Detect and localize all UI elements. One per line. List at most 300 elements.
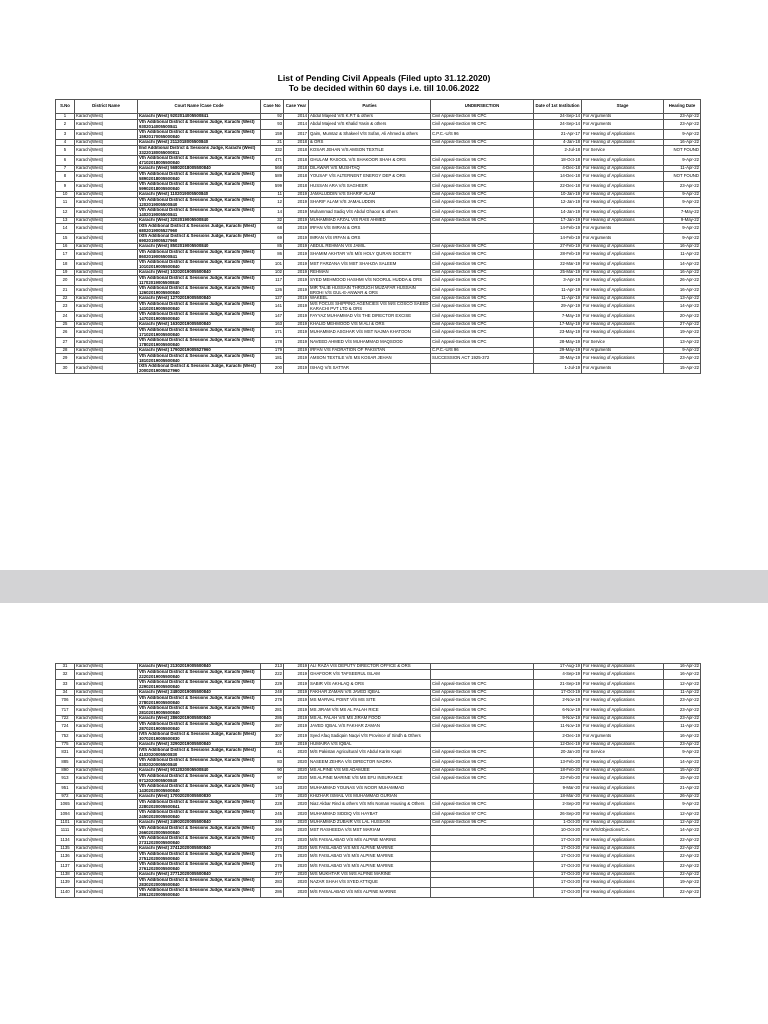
cell-court: Vth Additional District & Sessions Judge, Karachi (West) 11702019005500840 bbox=[138, 276, 261, 286]
cell-district: Karachi(West) bbox=[75, 784, 138, 794]
cell-district: Karachi(West) bbox=[75, 322, 138, 328]
cell-case-year: 2020 bbox=[284, 878, 309, 888]
cell-sno: 20 bbox=[56, 276, 75, 286]
cell-institution-date: 9-Mar-20 bbox=[534, 784, 582, 794]
cell-sno: 1139 bbox=[56, 878, 75, 888]
cell-case-no: 117 bbox=[261, 276, 284, 286]
cell-stage: For Hearing of Applications bbox=[582, 696, 664, 706]
cell-stage: For Hearing of Applications bbox=[582, 768, 664, 774]
cell-undersection: Civil Appeal-Section 96 CPC bbox=[431, 140, 534, 146]
cell-district: Karachi(West) bbox=[75, 732, 138, 742]
cell-sno: 16 bbox=[56, 244, 75, 250]
cell-sno: 5 bbox=[56, 146, 75, 156]
cell-hearing-date: 15-Apr-22 bbox=[664, 774, 701, 784]
table-row bbox=[56, 182, 701, 192]
table-row bbox=[56, 794, 701, 800]
cell-case-year: 2019 bbox=[284, 296, 309, 302]
cell-case-year: 2014 bbox=[284, 114, 309, 120]
cell-stage: For Service bbox=[582, 338, 664, 348]
cell-case-year: 2019 bbox=[284, 354, 309, 364]
cell-sno: 23 bbox=[56, 302, 75, 312]
cell-court: Vth Additional District & Sessions Judge, Karachi (West) 27612020005500840 bbox=[138, 862, 261, 872]
cell-district: Karachi(West) bbox=[75, 852, 138, 862]
cell-sno: 1 bbox=[56, 114, 75, 120]
cell-court: Vth Additional District & Sessions Judge, Karachi (West) 1402019005500841 bbox=[138, 208, 261, 218]
cell-sno: 890 bbox=[56, 768, 75, 774]
cell-institution-date: 13-Feb-20 bbox=[534, 758, 582, 768]
cell-court: Vth Additional District & Sessions Judge, Karachi (West) 8602019005500841 bbox=[138, 250, 261, 260]
cell-parties: KHALID MEHMOOD V/S M ALI & ORS bbox=[309, 322, 431, 328]
cell-undersection: Civil Appeal-Section 96 CPC bbox=[431, 706, 534, 716]
cell-stage: For Hearing of Applications bbox=[582, 286, 664, 296]
cell-case-year: 2019 bbox=[284, 234, 309, 244]
cell-case-no: 11 bbox=[261, 192, 284, 198]
cell-parties: HUMAIRA V/S IQBAL bbox=[309, 742, 431, 748]
cell-hearing-date: 16-Apr-22 bbox=[664, 732, 701, 742]
cell-undersection: Civil Appeal-Section 96 CPC bbox=[431, 768, 534, 774]
cell-district: Karachi(West) bbox=[75, 260, 138, 270]
cell-stage: For Hearing of Applications bbox=[582, 722, 664, 732]
cell-sno: 752 bbox=[56, 732, 75, 742]
cell-district: Karachi(West) bbox=[75, 680, 138, 690]
cell-case-no: 12 bbox=[261, 198, 284, 208]
cell-undersection: Civil Appeal-Section 96 CPC bbox=[431, 800, 534, 810]
cell-case-no: 83 bbox=[261, 758, 284, 768]
cell-hearing-date: 14-Apr-22 bbox=[664, 302, 701, 312]
cell-court: Vth Additional District & Sessions Judge, Karachi (West) 14702019005500840 bbox=[138, 312, 261, 322]
cell-hearing-date: 9-Apr-22 bbox=[664, 348, 701, 354]
cell-case-year: 2019 bbox=[284, 260, 309, 270]
table-row bbox=[56, 670, 701, 680]
cell-hearing-date: 11-Apr-22 bbox=[664, 250, 701, 260]
cell-hearing-date: 9-Apr-22 bbox=[664, 234, 701, 244]
cell-hearing-date: 16-Apr-22 bbox=[664, 270, 701, 276]
cell-institution-date: 2-Dec-19 bbox=[534, 732, 582, 742]
cell-sno: 12 bbox=[56, 208, 75, 218]
table-row bbox=[56, 680, 701, 690]
cell-institution-date: 17-Oct-20 bbox=[534, 878, 582, 888]
cell-hearing-date: 16-Apr-22 bbox=[664, 286, 701, 296]
cell-sno: 9 bbox=[56, 182, 75, 192]
cell-case-no: 163 bbox=[261, 322, 284, 328]
cell-hearing-date: 22-Apr-22 bbox=[664, 846, 701, 852]
cell-stage: For Hearing of Applications bbox=[582, 810, 664, 820]
cell-case-year: 2019 bbox=[284, 208, 309, 218]
cell-district: Karachi(West) bbox=[75, 758, 138, 768]
cell-district: Karachi(West) bbox=[75, 364, 138, 374]
cell-institution-date: 10-Oct-20 bbox=[534, 826, 582, 836]
cell-district: Karachi(West) bbox=[75, 706, 138, 716]
cell-parties: REHMAN bbox=[309, 270, 431, 276]
cell-parties: M/S FOCUS SHIPPING AGENCIES V/S M/S COSCO SAEED KARACHI PVT LTD & ORS bbox=[309, 302, 431, 312]
cell-hearing-date: 16-Apr-22 bbox=[664, 664, 701, 670]
cell-hearing-date: 11-Apr-22 bbox=[664, 722, 701, 732]
cell-hearing-date: 11-Apr-22 bbox=[664, 166, 701, 172]
cell-case-year: 2020 bbox=[284, 846, 309, 852]
cell-parties: ABDUL REHMAN V/S JAMIL bbox=[309, 244, 431, 250]
cell-case-year: 2020 bbox=[284, 826, 309, 836]
cell-case-year: 2020 bbox=[284, 758, 309, 768]
header-institution-date: Date of 1st Institution bbox=[534, 100, 582, 114]
cell-parties: WAKEEL bbox=[309, 296, 431, 302]
cell-case-no: 92 bbox=[261, 114, 284, 120]
cell-court: Vth Additional District & Sessions Judge, Karachi (West) 10102019005500840 bbox=[138, 260, 261, 270]
cell-case-year: 2014 bbox=[284, 120, 309, 130]
cell-sno: 31 bbox=[56, 664, 75, 670]
cell-court: Vth Additional District & Sessions Judge, Karachi (West) 26602020005500840 bbox=[138, 826, 261, 836]
table-row bbox=[56, 836, 701, 846]
cell-stage: For Hearing of Applications bbox=[582, 270, 664, 276]
cell-case-no: 86 bbox=[261, 250, 284, 260]
cell-sno: 34 bbox=[56, 690, 75, 696]
cell-case-no: 32 bbox=[261, 218, 284, 224]
table-row bbox=[56, 826, 701, 836]
cell-case-year: 2019 bbox=[284, 286, 309, 296]
cell-sno: 1138 bbox=[56, 872, 75, 878]
cell-district: Karachi(West) bbox=[75, 338, 138, 348]
cell-case-year: 2020 bbox=[284, 774, 309, 784]
cell-undersection: Civil Appeal-Section 96 CPC bbox=[431, 774, 534, 784]
cell-institution-date: 14-Dec-18 bbox=[534, 172, 582, 182]
cell-court: Vth Additional District & Sessions Judge, Karachi (West) 14102019005500840 bbox=[138, 302, 261, 312]
cell-stage: For Arguments bbox=[582, 224, 664, 234]
cell-undersection: Civil Appeal-Section 96 CPC bbox=[431, 722, 534, 732]
cell-undersection: Civil Appeal-Section 96 CPC bbox=[431, 260, 534, 270]
cell-court: Vth Additional District & Sessions Judge, Karachi (West) 22802020005500841 bbox=[138, 800, 261, 810]
cell-stage: For Hearing of Applications bbox=[582, 328, 664, 338]
cell-stage: For Hearing of Applications bbox=[582, 192, 664, 198]
cell-institution-date: 28-May-19 bbox=[534, 338, 582, 348]
cell-sno: 3 bbox=[56, 130, 75, 140]
cell-parties: AMSON TEXTILE V/S MS KOSAR JEHAN bbox=[309, 354, 431, 364]
cell-district: Karachi(West) bbox=[75, 888, 138, 898]
cell-institution-date: 21-Apr-17 bbox=[534, 130, 582, 140]
cell-parties: MST RASHEEDA V/S MST MARIAM bbox=[309, 826, 431, 836]
cell-undersection: C.P.C.-U/S 96 bbox=[431, 130, 534, 140]
cell-hearing-date: 9-Apr-22 bbox=[664, 130, 701, 140]
cell-district: Karachi(West) bbox=[75, 140, 138, 146]
cell-case-no: 273 bbox=[261, 836, 284, 846]
cell-case-year: 2020 bbox=[284, 836, 309, 846]
cell-court: Vth Additional District & Sessions Judge, Karachi (West) 22202019005500840 bbox=[138, 670, 261, 680]
cell-undersection: Civil Appeal-Section 96 CPC bbox=[431, 120, 534, 130]
table-row bbox=[56, 302, 701, 312]
table-row bbox=[56, 706, 701, 716]
cell-stage: For Hearing of Applications bbox=[582, 302, 664, 312]
table-row bbox=[56, 208, 701, 218]
cell-parties: MUHAMMAD ASGHAR V/S MST NAJMA KHATOON bbox=[309, 328, 431, 338]
cell-sno: 722 bbox=[56, 716, 75, 722]
cell-parties: MS ALPINE MARINE V/S MS EFU INSURANCE bbox=[309, 774, 431, 784]
table-row bbox=[56, 664, 701, 670]
cell-parties: M/S FAISLABAD V/S M/S ALPINE MARINE bbox=[309, 862, 431, 872]
cell-court: Karachi (West) 3202019005500840 bbox=[138, 218, 261, 224]
cell-court: Karachi (West) 1102019005500840 bbox=[138, 192, 261, 198]
cell-undersection: Civil Appeal-Section 96 CPC bbox=[431, 114, 534, 120]
cell-sno: 10 bbox=[56, 192, 75, 198]
cell-case-no: 286 bbox=[261, 716, 284, 722]
cell-hearing-date: 12-Apr-22 bbox=[664, 820, 701, 826]
cell-hearing-date: 12-Apr-22 bbox=[664, 810, 701, 820]
cell-stage: For Arguments bbox=[582, 732, 664, 742]
cell-institution-date: 24-Sep-14 bbox=[534, 120, 582, 130]
cell-undersection: Civil Appeal-Section 96 CPC bbox=[431, 244, 534, 250]
cell-undersection bbox=[431, 364, 534, 374]
cell-case-year: 2019 bbox=[284, 742, 309, 748]
cell-hearing-date: 20-Apr-22 bbox=[664, 312, 701, 322]
cell-stage: For Hearing of Applications bbox=[582, 742, 664, 748]
cell-parties: MUHAMMAD YOUNAS V/S NOOR MUHAMMAD bbox=[309, 784, 431, 794]
cell-parties: KOSAR JEHAN V/S AMSON TEXTILE bbox=[309, 146, 431, 156]
cell-case-no: 143 bbox=[261, 784, 284, 794]
cell-district: Karachi(West) bbox=[75, 716, 138, 722]
cell-sno: 30 bbox=[56, 364, 75, 374]
cell-district: Karachi(West) bbox=[75, 208, 138, 218]
table-row bbox=[56, 354, 701, 364]
cell-court: Karachi (West) 2112018005500840 bbox=[138, 140, 261, 146]
cell-district: Karachi(West) bbox=[75, 768, 138, 774]
header-parties: Parties bbox=[309, 100, 431, 114]
cell-parties: JAVED IQBAL V/S FAKHAR ZAMAN bbox=[309, 722, 431, 732]
cell-court: Vth Additional District & Sessions Judge, Karachi (West) 59902018005500840 bbox=[138, 182, 261, 192]
cell-stage: For Hearing of Applications bbox=[582, 296, 664, 302]
cell-undersection: Civil Appeal-Section 96 CPC bbox=[431, 276, 534, 286]
cell-case-year: 2020 bbox=[284, 872, 309, 878]
cell-undersection: Civil Appeal-Section 96 CPC bbox=[431, 820, 534, 826]
cell-hearing-date: 23-Apr-22 bbox=[664, 716, 701, 722]
cell-institution-date: 18-Mar-20 bbox=[534, 794, 582, 800]
cell-stage: For Hearing of Applications bbox=[582, 706, 664, 716]
cell-institution-date: 17-Oct-19 bbox=[534, 690, 582, 696]
cell-court: Vth Additional District & Sessions Judge, Karachi (West) 18102019005500840 bbox=[138, 354, 261, 364]
table-row bbox=[56, 338, 701, 348]
cell-parties: KHIZHAR ISMAIL V/S MUHAMMAD GURIAN bbox=[309, 794, 431, 800]
cell-hearing-date: 13-Apr-22 bbox=[664, 338, 701, 348]
cell-case-year: 2018 bbox=[284, 172, 309, 182]
cell-sno: 951 bbox=[56, 784, 75, 794]
table-row bbox=[56, 888, 701, 898]
document-title: List of Pending Civil Appeals (Filed upto 31.12.2020) bbox=[277, 73, 491, 83]
cell-institution-date: 22-Dec-18 bbox=[534, 182, 582, 192]
cell-institution-date: 17-Aug-19 bbox=[534, 664, 582, 670]
cell-undersection: Civil Appeal-Section 96 CPC bbox=[431, 296, 534, 302]
cell-court: Vth Additional District & Sessions Judge, Karachi (West) 9712020005500840 bbox=[138, 774, 261, 784]
table-row bbox=[56, 286, 701, 296]
cell-institution-date: 28-Feb-19 bbox=[534, 250, 582, 260]
cell-parties: Niaz Akbar Rind & others V/S M/s Noman Housing & Others bbox=[309, 800, 431, 810]
cell-institution-date: 17-Oct-20 bbox=[534, 872, 582, 878]
cell-stage: For Hearing of Applications bbox=[582, 852, 664, 862]
cell-stage: For Hearing of Applications bbox=[582, 198, 664, 208]
cell-hearing-date: 16-Apr-22 bbox=[664, 244, 701, 250]
cell-sno: 913 bbox=[56, 774, 75, 784]
cell-hearing-date: 23-Apr-22 bbox=[664, 114, 701, 120]
cell-parties: SHAMIM AKHTAR V/S M/S HOLY QURAN SOCIETY bbox=[309, 250, 431, 260]
cell-hearing-date: 22-Apr-22 bbox=[664, 862, 701, 872]
cell-court: Vth Additional District & Sessions Judge, Karachi (West) 14302020005500840 bbox=[138, 784, 261, 794]
table-row bbox=[56, 732, 701, 742]
cell-case-year: 2020 bbox=[284, 748, 309, 758]
cell-case-no: 85 bbox=[261, 244, 284, 250]
cell-court: Karachi (West) 10202019005500840 bbox=[138, 270, 261, 276]
cell-district: Karachi(West) bbox=[75, 224, 138, 234]
cell-case-year: 2019 bbox=[284, 364, 309, 374]
cell-district: Karachi(West) bbox=[75, 742, 138, 748]
cell-case-no: 41 bbox=[261, 748, 284, 758]
cell-hearing-date: 15-Apr-22 bbox=[664, 768, 701, 774]
cell-sno: 4 bbox=[56, 140, 75, 146]
table-row bbox=[56, 748, 701, 758]
cell-parties: HUSSAN ARA V/S SAGHEER bbox=[309, 182, 431, 192]
table-row bbox=[56, 146, 701, 156]
cell-hearing-date: 12-Apr-22 bbox=[664, 680, 701, 690]
cell-sno: 1140 bbox=[56, 888, 75, 898]
cell-institution-date: 4-Jan-18 bbox=[534, 140, 582, 146]
cell-court: IXth Additional District & Sessions Judge, Karachi (West) 20002019005527960 bbox=[138, 364, 261, 374]
cell-case-year: 2019 bbox=[284, 716, 309, 722]
cell-parties: ALI RAZA V/S DEPUTY DIRECTOR OFFICE & ORS bbox=[309, 664, 431, 670]
cell-case-year: 2020 bbox=[284, 852, 309, 862]
table-row bbox=[56, 872, 701, 878]
cell-case-year: 2019 bbox=[284, 696, 309, 706]
cell-case-year: 2019 bbox=[284, 322, 309, 328]
cell-undersection: Civil Appeal-Section 96 CPC bbox=[431, 696, 534, 706]
cell-institution-date: 4-Sep-19 bbox=[534, 670, 582, 680]
cell-case-no: 275 bbox=[261, 852, 284, 862]
cell-sno: 724 bbox=[56, 722, 75, 732]
table-row bbox=[56, 852, 701, 862]
cell-undersection: Civil Appeal-Section 96 CPC bbox=[431, 286, 534, 296]
cell-case-year: 2019 bbox=[284, 250, 309, 260]
cell-institution-date: 4-Dec-18 bbox=[534, 166, 582, 172]
cell-sno: 1094 bbox=[56, 810, 75, 820]
cell-hearing-date: 23-Apr-22 bbox=[664, 742, 701, 748]
cell-undersection bbox=[431, 146, 534, 156]
cell-stage: For Hearing of Applications bbox=[582, 312, 664, 322]
cell-institution-date: 27-Feb-19 bbox=[534, 244, 582, 250]
cell-case-no: 170 bbox=[261, 794, 284, 800]
cell-institution-date: 9-Nov-19 bbox=[534, 716, 582, 722]
cell-court: Karachi (West) 27412020005500840 bbox=[138, 846, 261, 852]
cell-institution-date: 6-Nov-19 bbox=[534, 706, 582, 716]
cell-parties: MS JIRAM V/S MS AL FALAH RICE bbox=[309, 706, 431, 716]
table-row bbox=[56, 260, 701, 270]
cell-sno: 1065 bbox=[56, 800, 75, 810]
cell-case-year: 2019 bbox=[284, 312, 309, 322]
cell-parties: YOUSAF V/S ALTERNENT ENERGY DEP & ORS bbox=[309, 172, 431, 182]
cell-hearing-date: 14-Apr-22 bbox=[664, 826, 701, 836]
cell-institution-date: 14-Feb-19 bbox=[534, 224, 582, 234]
cell-stage: For Hearing of Applications bbox=[582, 276, 664, 286]
cell-parties: MS AL FALAH V/S MS JIRAM FOOD bbox=[309, 716, 431, 722]
cell-sno: 25 bbox=[56, 322, 75, 328]
cell-institution-date: 22-Mar-19 bbox=[534, 260, 582, 270]
cell-parties: FAKHAR ZAMAN V/S JAVED IQBAL bbox=[309, 690, 431, 696]
cell-hearing-date: 26-Apr-22 bbox=[664, 794, 701, 800]
cell-case-year: 2020 bbox=[284, 794, 309, 800]
cell-parties: GHAFOOR V/S TAFSEERUL ISLAM bbox=[309, 670, 431, 680]
cell-court: Vth Additional District & Sessions Judge, Karachi (West) 15920170055000840 bbox=[138, 130, 261, 140]
header-stage: Stage bbox=[582, 100, 664, 114]
cell-sno: 885 bbox=[56, 758, 75, 768]
cell-court: Vth Additional District & Sessions Judge, Karachi (West) 8302020005500840 bbox=[138, 758, 261, 768]
cell-undersection bbox=[431, 852, 534, 862]
cell-institution-date: 20-Jan-20 bbox=[534, 748, 582, 758]
cell-stage: For Service bbox=[582, 146, 664, 156]
cell-stage: For Hearing of Applications bbox=[582, 888, 664, 898]
cell-district: Karachi(West) bbox=[75, 234, 138, 244]
cell-hearing-date: 27-Apr-22 bbox=[664, 322, 701, 328]
cell-parties: Qaim, Mumtaz & Shakeel V/S Sofan, Ali Ahmed & others bbox=[309, 130, 431, 140]
cell-court: Karachi (West) 28602019005500840 bbox=[138, 716, 261, 722]
cell-case-no: 274 bbox=[261, 846, 284, 852]
cell-district: Karachi(West) bbox=[75, 270, 138, 276]
table-row bbox=[56, 774, 701, 784]
cell-court: Vth Additional District & Sessions Judge, Karachi (West) 17802019005500840 bbox=[138, 338, 261, 348]
cell-case-no: 14 bbox=[261, 208, 284, 218]
cell-hearing-date: 19-Apr-22 bbox=[664, 328, 701, 338]
cell-court: Karachi (West) 21302019005500840 bbox=[138, 664, 261, 670]
cell-stage: For Hearing of Applications bbox=[582, 758, 664, 768]
cell-district: Karachi(West) bbox=[75, 670, 138, 680]
table-row bbox=[56, 722, 701, 732]
cell-hearing-date: 9-Apr-22 bbox=[664, 198, 701, 208]
cell-court: Karachi (West) 24902020005500840 bbox=[138, 820, 261, 826]
cell-sno: 15 bbox=[56, 234, 75, 244]
cell-stage: For Hearing of Applications bbox=[582, 156, 664, 166]
cell-institution-date: 29-May-19 bbox=[534, 348, 582, 354]
cell-parties: GHULAM RASOOL V/S SHAKOOR SHAH & ORS bbox=[309, 156, 431, 166]
cell-district: Karachi(West) bbox=[75, 172, 138, 182]
cell-stage: For W/S/Objections/C.A. bbox=[582, 826, 664, 836]
cell-hearing-date: 22-Apr-22 bbox=[664, 872, 701, 878]
cell-case-year: 2019 bbox=[284, 732, 309, 742]
cell-undersection: Civil Appeal-Section 96 CPC bbox=[431, 208, 534, 218]
cell-case-year: 2019 bbox=[284, 338, 309, 348]
cell-hearing-date: 16-Apr-22 bbox=[664, 670, 701, 680]
cell-undersection: Civil Appeal-Section 96 CPC bbox=[431, 302, 534, 312]
cell-stage: For Hearing of Applications bbox=[582, 774, 664, 784]
cell-case-no: 68 bbox=[261, 224, 284, 234]
cell-case-no: 93 bbox=[261, 120, 284, 130]
cell-stage: For Arguments bbox=[582, 234, 664, 244]
cell-sno: 1101 bbox=[56, 820, 75, 826]
cell-district: Karachi(West) bbox=[75, 774, 138, 784]
cell-case-year: 2020 bbox=[284, 820, 309, 826]
cell-case-year: 2019 bbox=[284, 276, 309, 286]
cell-court: Vth Additional District & Sessions Judge, Karachi (West) 22902019005500840 bbox=[138, 680, 261, 690]
cell-district: Karachi(West) bbox=[75, 156, 138, 166]
cell-undersection bbox=[431, 878, 534, 888]
table-row bbox=[56, 716, 701, 722]
cell-stage: For Arguments bbox=[582, 348, 664, 354]
cell-parties: NAZAR SHAH V/S SYED ATTIQUE bbox=[309, 878, 431, 888]
table-row bbox=[56, 130, 701, 140]
cell-district: Karachi(West) bbox=[75, 810, 138, 820]
cell-stage: For Hearing of Applications bbox=[582, 244, 664, 250]
cell-case-no: 248 bbox=[261, 690, 284, 696]
cell-case-no: 90 bbox=[261, 768, 284, 774]
table-row bbox=[56, 364, 701, 374]
cell-court: Vth Additional District & Sessions Judge, Karachi (West) 27312020005500840 bbox=[138, 836, 261, 846]
cell-undersection: Civil Appeal-Section 96 CPC bbox=[431, 680, 534, 690]
cell-hearing-date: 9-Apr-22 bbox=[664, 192, 701, 198]
cell-district: Karachi(West) bbox=[75, 826, 138, 836]
cell-district: Karachi(West) bbox=[75, 250, 138, 260]
cell-sno: 22 bbox=[56, 296, 75, 302]
cell-sno: 2 bbox=[56, 120, 75, 130]
cell-case-year: 2019 bbox=[284, 680, 309, 690]
